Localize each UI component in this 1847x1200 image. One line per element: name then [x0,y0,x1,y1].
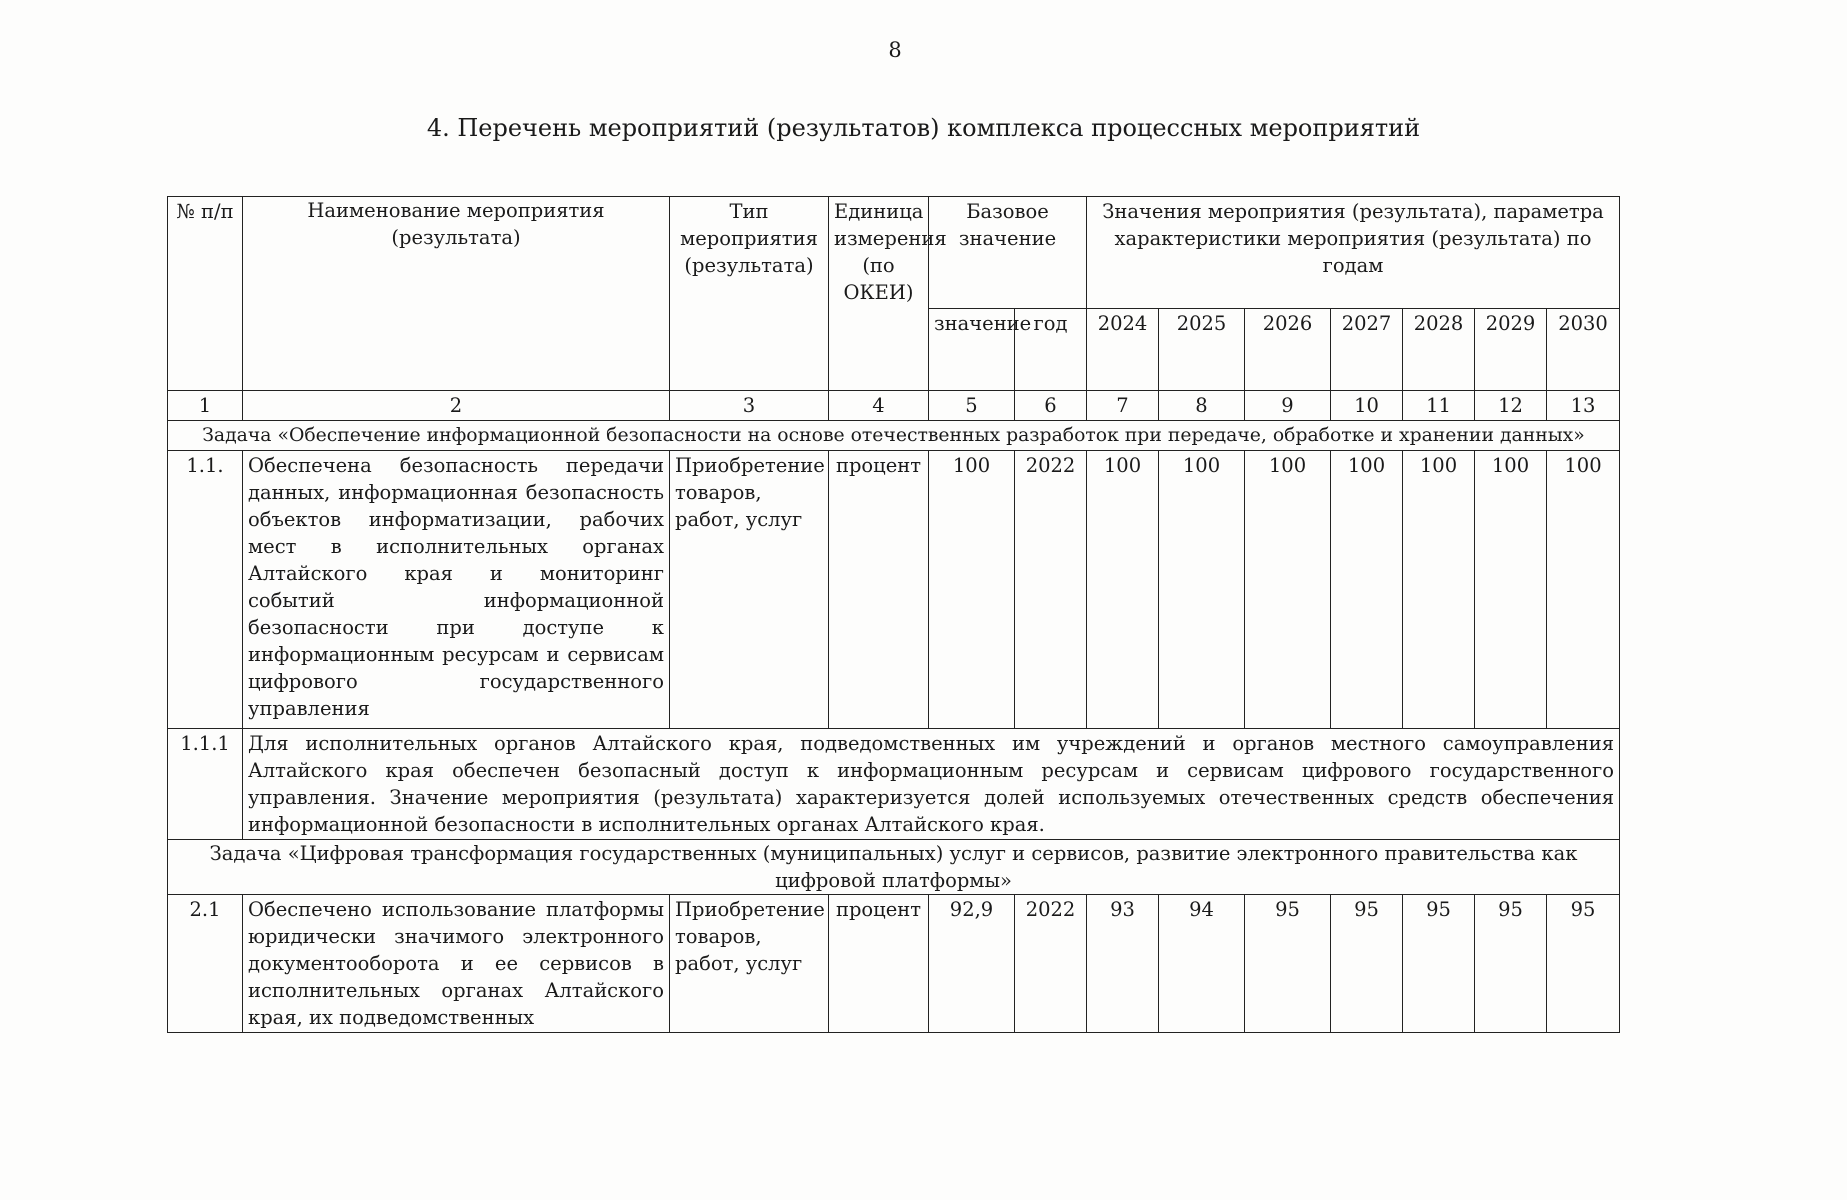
measure-name: Обеспечена безопасность передачи данных, информационная безопасность объектов информатизации, рабочих мест в исполнительных органах Алтайского края и мониторинг событий информационной безопасности при доступе к информационным ресурсам и сервисам цифрового государственного управления [243,451,670,729]
year-value: 100 [1245,451,1331,729]
header-year: 2026 [1245,309,1331,391]
page-number: 8 [888,38,902,62]
header-values: Значения мероприятия (результата), параметра характеристики мероприятия (результата) по годам [1087,197,1620,309]
column-number: 10 [1331,391,1403,421]
header-year: 2028 [1403,309,1475,391]
year-value: 95 [1403,895,1475,1033]
base-year: 2022 [1015,895,1087,1033]
year-value: 100 [1159,451,1245,729]
year-value: 95 [1547,895,1620,1033]
measure-type: Приобретение товаров, работ, услуг [670,895,829,1033]
year-value: 100 [1403,451,1475,729]
year-value: 100 [1087,451,1159,729]
column-number: 12 [1475,391,1547,421]
base-year: 2022 [1015,451,1087,729]
row-number: 1.1.1 [168,729,243,840]
column-number: 9 [1245,391,1331,421]
task-2: Задача «Цифровая трансформация государственных (муниципальных) услуг и сервисов, развитие электронного правительства как цифровой платформы» [168,840,1620,895]
header-year: 2024 [1087,309,1159,391]
measure-unit: процент [829,451,929,729]
year-value: 93 [1087,895,1159,1033]
measure-unit: процент [829,895,929,1033]
header-year: 2025 [1159,309,1245,391]
base-value: 100 [929,451,1015,729]
column-number: 8 [1159,391,1245,421]
row-number: 2.1 [168,895,243,1033]
column-number: 2 [243,391,670,421]
table-row [168,451,1620,729]
header-base-value: значение [929,309,1015,391]
column-number: 6 [1015,391,1087,421]
row-number: 1.1. [168,451,243,729]
column-number: 1 [168,391,243,421]
base-value: 92,9 [929,895,1015,1033]
year-value: 100 [1331,451,1403,729]
header-unit: Единица измерения (по ОКЕИ) [829,197,929,391]
result-characteristic: Для исполнительных органов Алтайского края, подведомственных им учреждений и органов местного самоуправления Алтайского края обеспечен безопасный доступ к информационным ресурсам и сервисам цифрового государственного управления. Значение мероприятия (результата) характеризуется долей используемых отечественных средств обеспечения информационной безопасности в исполнительных органах Алтайского края. [243,729,1620,840]
column-number: 11 [1403,391,1475,421]
header-year: 2027 [1331,309,1403,391]
header-base-year: год [1015,309,1087,391]
table-row [168,895,1620,1033]
document-title: 4. Перечень мероприятий (результатов) комплекса процессных мероприятий [426,114,1421,142]
header-name: Наименование мероприятия (результата) [243,197,670,391]
column-number: 3 [670,391,829,421]
column-numbers-row [168,391,1620,421]
year-value: 95 [1245,895,1331,1033]
header-year: 2029 [1475,309,1547,391]
header-no: № п/п [168,197,243,391]
task-1: Задача «Обеспечение информационной безопасности на основе отечественных разработок при передаче, обработке и хранении данных» [168,421,1620,451]
task-row [168,421,1620,451]
header-year: 2030 [1547,309,1620,391]
header-type: Тип мероприятия (результата) [670,197,829,391]
column-number: 5 [929,391,1015,421]
header-row-1 [168,197,1620,309]
header-base: Базовое значение [929,197,1087,309]
measure-name: Обеспечено использование платформы юридически значимого электронного документооборота и ее сервисов в исполнительных органах Алтайского края, их подведомственных [243,895,670,1033]
year-value: 95 [1475,895,1547,1033]
measures-table [167,196,1620,1033]
table-row [168,729,1620,840]
year-value: 100 [1475,451,1547,729]
column-number: 13 [1547,391,1620,421]
measure-type: Приобретение товаров, работ, услуг [670,451,829,729]
column-number: 4 [829,391,929,421]
task-row [168,840,1620,895]
year-value: 94 [1159,895,1245,1033]
column-number: 7 [1087,391,1159,421]
year-value: 100 [1547,451,1620,729]
year-value: 95 [1331,895,1403,1033]
